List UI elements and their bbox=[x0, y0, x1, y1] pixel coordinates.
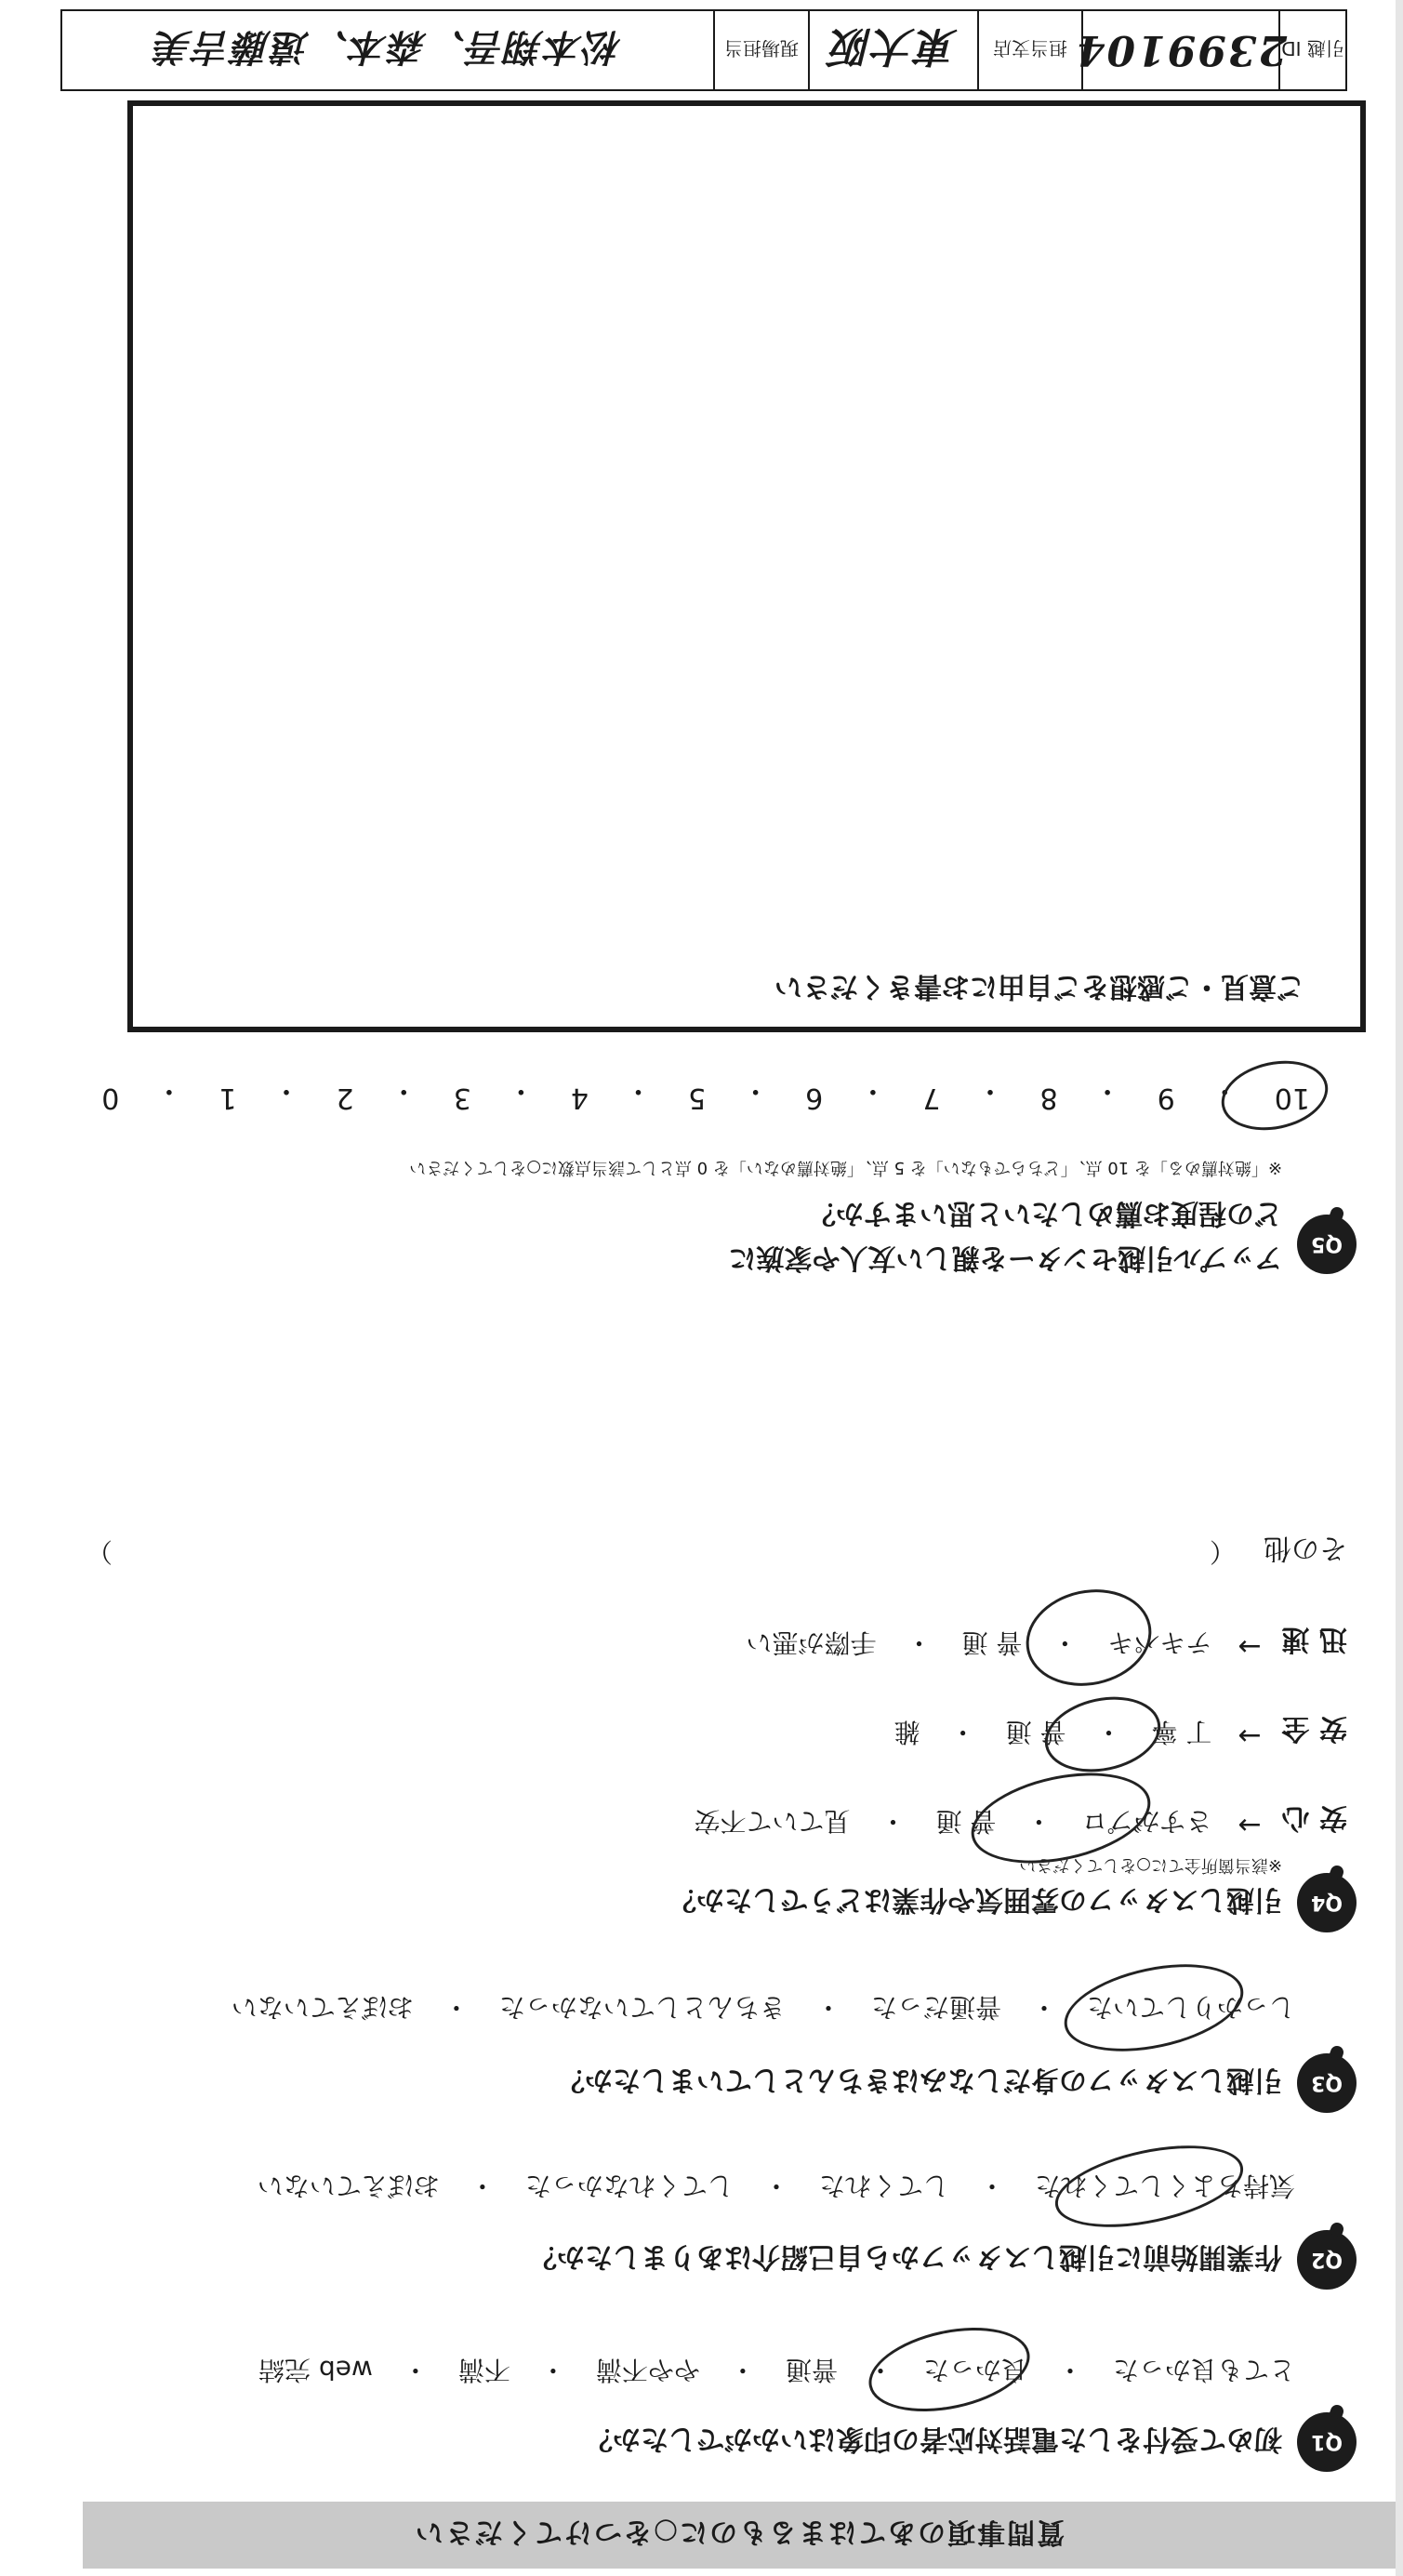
arrow-icon: → bbox=[1238, 1720, 1262, 1752]
q4-option[interactable]: 普 通 bbox=[935, 1806, 997, 1837]
arrow-icon: → bbox=[1238, 1630, 1262, 1663]
q1-option[interactable]: web 完結 bbox=[258, 2355, 373, 2385]
q4-option[interactable]: 見ていて不安 bbox=[694, 1806, 851, 1837]
q2-option-selected[interactable]: 気持ちよくしてくれた bbox=[1034, 2171, 1295, 2201]
office-use-table bbox=[60, 9, 1347, 91]
q4-option[interactable]: 普 通 bbox=[961, 1627, 1023, 1658]
score-option[interactable]: 5 bbox=[688, 1082, 707, 1114]
q1-handwritten-circle bbox=[861, 2315, 1038, 2425]
comment-box[interactable] bbox=[127, 100, 1366, 1032]
score-option[interactable]: 6 bbox=[805, 1082, 824, 1114]
q5-score-scale bbox=[101, 1073, 1310, 1114]
score-dot: ・ bbox=[975, 1074, 1004, 1107]
move-id-label-cell bbox=[1280, 11, 1345, 89]
q2-badge-label: Q2 bbox=[1311, 2248, 1343, 2272]
q3-option[interactable]: おぼえていない bbox=[231, 1992, 414, 2023]
score-dot: ・ bbox=[624, 1074, 653, 1107]
q3-badge bbox=[1297, 2053, 1357, 2113]
score-option[interactable]: 2 bbox=[336, 1082, 354, 1114]
section-header-text: 質問事項のあてはまるものに○をつけてください bbox=[413, 2516, 1065, 2548]
score-dot: ・ bbox=[507, 1074, 536, 1107]
branch-value: 東大阪 bbox=[829, 22, 958, 70]
q4-anzen-circle bbox=[1038, 1687, 1167, 1782]
q4-row-anzen: 安 全 → 丁 寧 ・ 普 通 ・ 雑 bbox=[889, 1711, 1347, 1752]
q2-option[interactable]: おぼえていない bbox=[257, 2171, 440, 2201]
branch-label-cell bbox=[979, 11, 1083, 89]
comment-text[interactable] bbox=[161, 134, 1332, 952]
q2-option[interactable]: してくれなかった bbox=[524, 2171, 734, 2201]
q5-badge bbox=[1297, 1215, 1357, 1274]
q3-handwritten-circle bbox=[1056, 1950, 1251, 2066]
q1-option[interactable]: とても良かった bbox=[1112, 2355, 1295, 2385]
q1-option[interactable]: 不満 bbox=[457, 2355, 510, 2385]
q1-title: 初めて受付をした電話対応者の印象はいかがでしたか？ bbox=[585, 2423, 1282, 2455]
q4-badge bbox=[1297, 1873, 1357, 1932]
score-dot: ・ bbox=[390, 1074, 418, 1107]
score-option[interactable]: 9 bbox=[1157, 1082, 1175, 1114]
q2-option[interactable]: してくれた bbox=[818, 2171, 949, 2201]
q4-option-selected[interactable]: テキパキ bbox=[1107, 1627, 1212, 1658]
score-option-selected[interactable]: 10 bbox=[1274, 1082, 1310, 1114]
score-option[interactable]: 1 bbox=[218, 1082, 237, 1114]
q3-option-selected[interactable]: しっかりしていた bbox=[1086, 1992, 1295, 2023]
q1-options: とても良かった ・ 良かった ・ 普通 ・ やや不満 ・ 不満 ・ web 完結 bbox=[253, 2353, 1301, 2390]
score-dot: ・ bbox=[272, 1074, 301, 1107]
q4-row-anshin: 安 心 → さすがプロ ・ 普 通 ・ 見ていて不安 bbox=[688, 1800, 1347, 1841]
move-id-label: 引越 ID bbox=[1281, 37, 1344, 60]
score-option[interactable]: 0 bbox=[101, 1082, 120, 1114]
section-header bbox=[83, 2502, 1396, 2569]
score-dot: ・ bbox=[1211, 1074, 1239, 1107]
q4-other-row bbox=[27, 1531, 1347, 1572]
score-option[interactable]: 7 bbox=[922, 1082, 941, 1114]
q1-option[interactable]: やや不満 bbox=[595, 2355, 700, 2385]
score-option[interactable]: 8 bbox=[1039, 1082, 1058, 1114]
q4-jinsoku-circle bbox=[1017, 1578, 1160, 1697]
q5-title-line2: どの程度お薦めしたいと思いますか？ bbox=[808, 1197, 1282, 1229]
staff-value-cell bbox=[62, 11, 715, 89]
q5-title-line1: アップル引越センターを親しい友人や家族に bbox=[728, 1242, 1282, 1274]
arrow-icon: → bbox=[1238, 1809, 1262, 1841]
q4-other-field[interactable] bbox=[113, 1531, 1210, 1572]
q4-row-label: 安 心 bbox=[1281, 1801, 1347, 1834]
q5-note: ※「絶対薦める」を 10 点、「どちらでもない」を 5 点、「絶対薦めない」を 0 点として該当点数に○をしてください bbox=[409, 1158, 1282, 1177]
page-edge bbox=[1396, 0, 1403, 2576]
branch-value-cell bbox=[810, 11, 979, 89]
q3-option[interactable]: きちんとしていなかった bbox=[498, 1992, 786, 2023]
score-dot: ・ bbox=[154, 1074, 183, 1107]
q1-option-selected[interactable]: 良かった bbox=[922, 2355, 1027, 2385]
q3-option[interactable]: 普通だった bbox=[870, 1992, 1001, 2023]
branch-label: 担当支店 bbox=[993, 37, 1067, 60]
q1-badge bbox=[1297, 2412, 1357, 2472]
q4-row-label: 迅 速 bbox=[1281, 1623, 1347, 1655]
q5-badge-label: Q5 bbox=[1311, 1232, 1343, 1256]
q4-other-close-paren: ） bbox=[86, 1536, 113, 1567]
q2-badge bbox=[1297, 2230, 1357, 2290]
q4-note: ※該当箇所全てに○をしてください bbox=[1019, 1855, 1282, 1875]
score-option[interactable]: 3 bbox=[453, 1082, 471, 1114]
q3-title: 引越しスタッフの身だしなみはきちんとしていましたか？ bbox=[557, 2064, 1282, 2096]
q4-option[interactable]: 手際が悪い bbox=[746, 1627, 877, 1658]
staff-label: 現場担当 bbox=[724, 37, 799, 60]
q5-handwritten-circle bbox=[1215, 1052, 1334, 1140]
q4-row-label: 安 全 bbox=[1281, 1712, 1347, 1745]
q1-badge-label: Q1 bbox=[1311, 2430, 1343, 2454]
q4-option[interactable]: 普 通 bbox=[1005, 1717, 1066, 1747]
comment-label: ご意見・ご感想をご自由にお書きください bbox=[774, 970, 1304, 1003]
q3-badge-label: Q3 bbox=[1311, 2071, 1343, 2095]
q4-other-open-paren: （ bbox=[1209, 1536, 1236, 1567]
q4-title: 引越しスタッフの雰囲気や作業はどうでしたか？ bbox=[668, 1883, 1282, 1916]
q4-other-label: その他 bbox=[1264, 1532, 1347, 1564]
move-id-value-cell bbox=[1074, 11, 1288, 89]
score-option[interactable]: 4 bbox=[570, 1082, 589, 1114]
q3-options: しっかりしていた ・ 普通だった ・ きちんとしていなかった ・ おぼえていない bbox=[226, 1990, 1301, 2027]
q4-badge-label: Q4 bbox=[1311, 1891, 1343, 1915]
staff-label-cell bbox=[715, 11, 810, 89]
score-dot: ・ bbox=[858, 1074, 887, 1107]
q2-handwritten-circle bbox=[1048, 2131, 1251, 2241]
q2-options: 気持ちよくしてくれた ・ してくれた ・ してくれなかった ・ おぼえていない bbox=[252, 2169, 1301, 2206]
score-dot: ・ bbox=[741, 1074, 770, 1107]
staff-value: 松本翔吾、森本、遠藤吉美 bbox=[153, 25, 622, 70]
q4-option-selected[interactable]: さすがプロ bbox=[1081, 1806, 1212, 1837]
q4-option-selected[interactable]: 丁 寧 bbox=[1151, 1717, 1212, 1747]
q4-option[interactable]: 雑 bbox=[893, 1717, 920, 1747]
move-id-value: 2399104 bbox=[1074, 26, 1288, 74]
q1-option[interactable]: 普通 bbox=[785, 2355, 838, 2385]
score-dot: ・ bbox=[1093, 1074, 1122, 1107]
q4-row-jinsoku: 迅 速 → テキパキ ・ 普 通 ・ 手際が悪い bbox=[740, 1622, 1347, 1663]
q2-title: 作業開始前に引越しスタッフから自己紹介はありましたか？ bbox=[529, 2240, 1282, 2273]
